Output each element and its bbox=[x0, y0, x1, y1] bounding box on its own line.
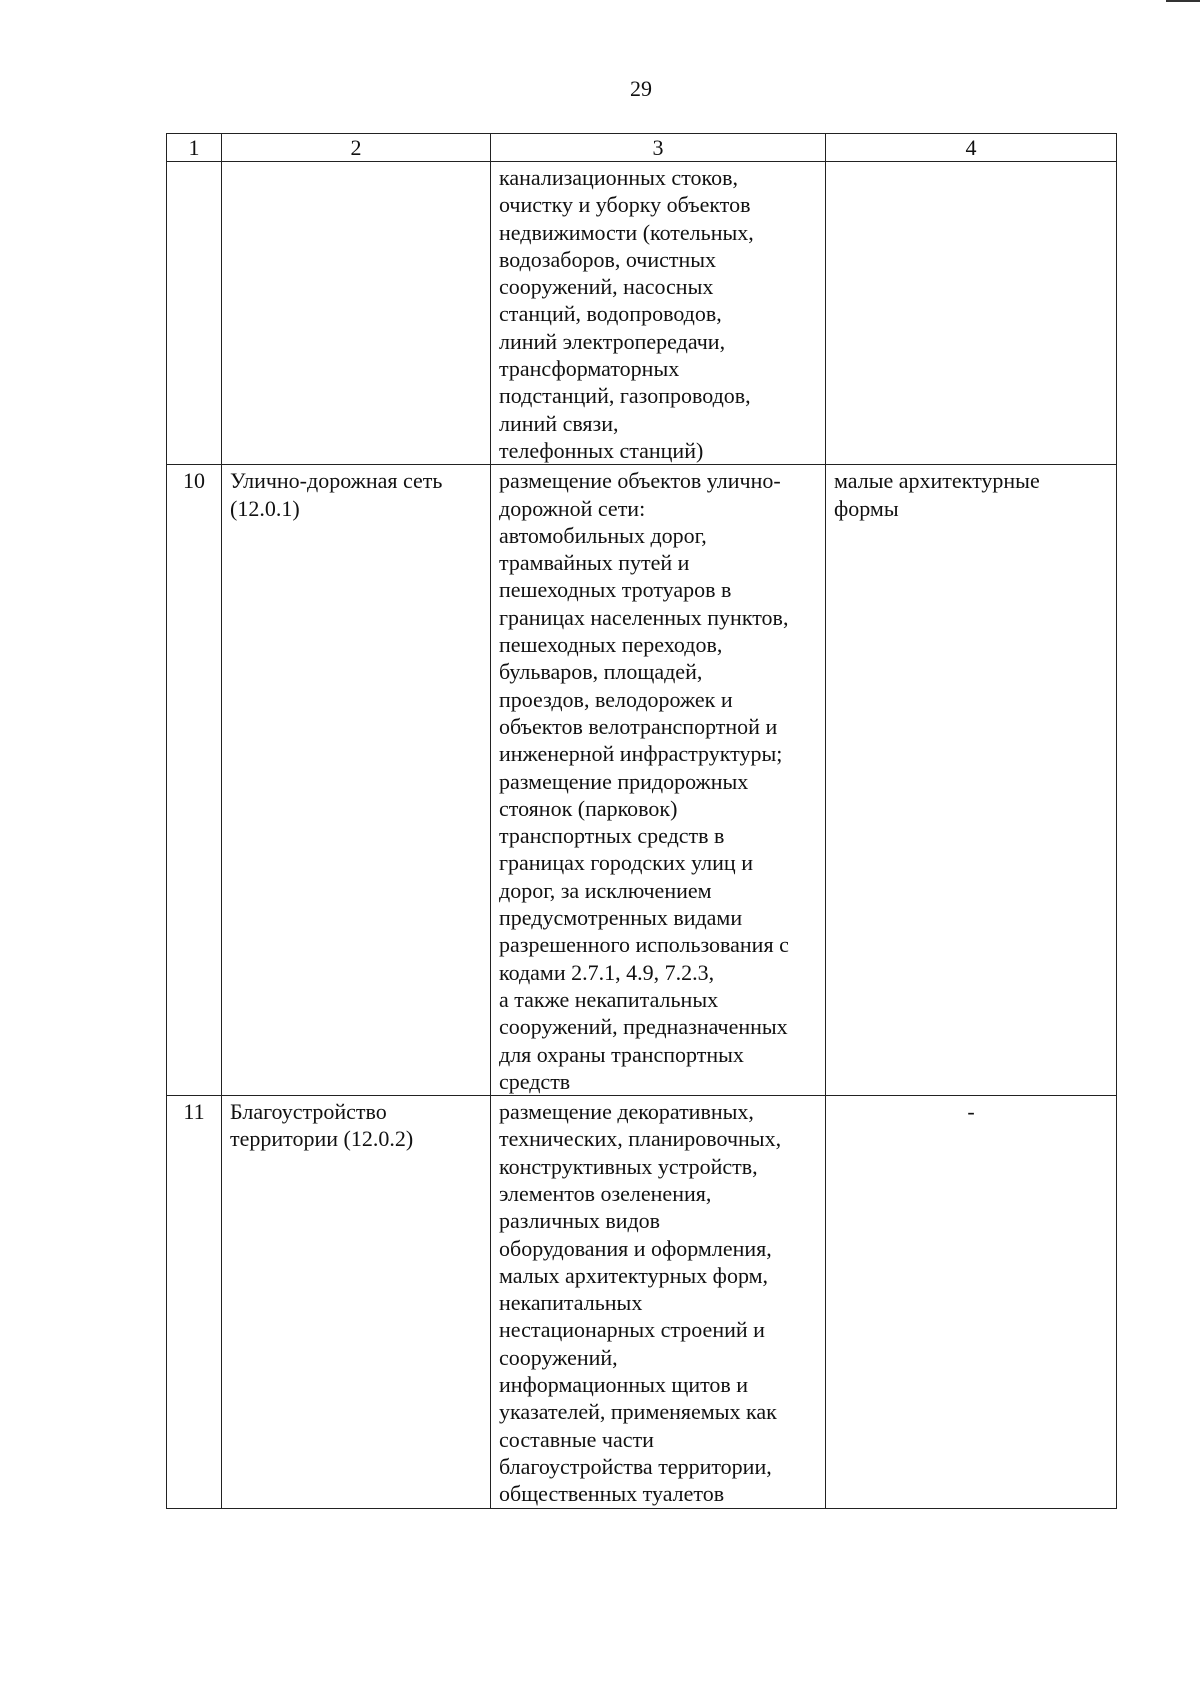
use-description-line: информационных щитов и bbox=[499, 1372, 749, 1398]
use-description-line: сооружений, предназначенных bbox=[499, 1014, 788, 1040]
use-name-line: Улично-дорожная сеть bbox=[230, 468, 443, 494]
use-description-line: водозаборов, очистных bbox=[499, 246, 717, 272]
use-description-line: размещение придорожных bbox=[499, 768, 749, 794]
table-body bbox=[167, 162, 1117, 1509]
use-description-line: некапитальных bbox=[499, 1290, 643, 1316]
use-description-line: подстанций, газопроводов, bbox=[499, 383, 751, 409]
use-description-line: дорог, за исключением bbox=[499, 877, 712, 903]
use-description-line: объектов велотранспортной и bbox=[499, 713, 778, 739]
header-col-1: 1 bbox=[167, 134, 222, 162]
use-description-line: размещение объектов улично- bbox=[499, 468, 781, 494]
header-col-3: 3 bbox=[491, 134, 826, 162]
use-name-line: (12.0.1) bbox=[230, 495, 300, 521]
use-description-line: автомобильных дорог, bbox=[499, 522, 707, 548]
use-name-cell bbox=[222, 1096, 491, 1508]
conditions-cell bbox=[826, 162, 1117, 465]
use-description-line: границах населенных пунктов, bbox=[499, 604, 789, 630]
use-description-cell bbox=[491, 162, 826, 465]
table-header-row bbox=[167, 134, 1117, 162]
use-name-cell bbox=[222, 465, 491, 1096]
row-number-cell: 10 bbox=[167, 465, 222, 1096]
use-description-line: стоянок (парковок) bbox=[499, 795, 678, 821]
page-number: 29 bbox=[630, 76, 652, 101]
use-description-line: составные части bbox=[499, 1426, 654, 1452]
use-description-line: канализационных стоков, bbox=[499, 165, 738, 190]
conditions-line: - bbox=[967, 1099, 975, 1125]
conditions-line: малые архитектурные bbox=[834, 468, 1040, 494]
use-description-line: телефонных станций) bbox=[499, 437, 704, 463]
use-description-line: нестационарных строений и bbox=[499, 1317, 765, 1343]
use-description-line: различных видов bbox=[499, 1208, 661, 1234]
conditions-cell bbox=[826, 1096, 1117, 1508]
use-description-line: разрешенного использования с bbox=[499, 932, 789, 958]
use-description-line: инженерной инфраструктуры; bbox=[499, 741, 783, 767]
conditions-line: формы bbox=[834, 495, 899, 521]
header-col-4: 4 bbox=[826, 134, 1117, 162]
row-number-cell bbox=[167, 162, 222, 465]
use-description-line: средств bbox=[499, 1068, 571, 1094]
use-description-line: очистку и уборку объектов bbox=[499, 192, 751, 218]
table-row bbox=[167, 162, 1117, 465]
use-description-line: трамвайных путей и bbox=[499, 550, 690, 576]
header-col-2: 2 bbox=[222, 134, 491, 162]
use-description-line: границах городских улиц и bbox=[499, 850, 753, 876]
use-description-line: благоустройства территории, bbox=[499, 1453, 772, 1479]
use-description-line: кодами 2.7.1, 4.9, 7.2.3, bbox=[499, 959, 715, 985]
use-description-line: станций, водопроводов, bbox=[499, 301, 722, 327]
use-description-line: трансформаторных bbox=[499, 356, 680, 382]
use-description-line: линий связи, bbox=[499, 410, 619, 436]
use-description-line: а также некапитальных bbox=[499, 986, 719, 1012]
table-row bbox=[167, 465, 1117, 1096]
row-number-cell: 11 bbox=[167, 1096, 222, 1508]
use-description-line: дорожной сети: bbox=[499, 495, 646, 521]
use-description-line: для охраны транспортных bbox=[499, 1041, 744, 1067]
use-description-cell bbox=[491, 1096, 826, 1508]
use-description-line: малых архитектурных форм, bbox=[499, 1262, 769, 1288]
use-description-line: проездов, велодорожек и bbox=[499, 686, 733, 712]
use-description-line: указателей, применяемых как bbox=[499, 1399, 777, 1425]
use-description-line: транспортных средств в bbox=[499, 823, 725, 849]
use-description-line: оборудования и оформления, bbox=[499, 1235, 772, 1261]
use-description-line: линий электропередачи, bbox=[499, 328, 726, 354]
conditions-cell bbox=[826, 465, 1117, 1096]
scan-corner-mark bbox=[1166, 0, 1200, 2]
use-description-line: размещение декоративных, bbox=[499, 1099, 754, 1125]
use-name-line: Благоустройство bbox=[230, 1099, 387, 1125]
use-description-line: сооружений, насосных bbox=[499, 274, 714, 300]
land-use-table bbox=[166, 133, 1117, 1509]
use-description-cell bbox=[491, 465, 826, 1096]
use-name-line: территории (12.0.2) bbox=[230, 1126, 414, 1152]
use-description-line: пешеходных переходов, bbox=[499, 632, 723, 658]
use-name-cell bbox=[222, 162, 491, 465]
use-description-line: недвижимости (котельных, bbox=[499, 219, 754, 245]
use-description-line: общественных туалетов bbox=[499, 1481, 725, 1507]
table-row bbox=[167, 1096, 1117, 1508]
use-description-line: конструктивных устройств, bbox=[499, 1153, 758, 1179]
use-description-line: технических, планировочных, bbox=[499, 1126, 782, 1152]
use-description-line: элементов озеленения, bbox=[499, 1180, 712, 1206]
use-description-line: предусмотренных видами bbox=[499, 905, 743, 931]
use-description-line: пешеходных тротуаров в bbox=[499, 577, 732, 603]
use-description-line: бульваров, площадей, bbox=[499, 659, 703, 685]
use-description-line: сооружений, bbox=[499, 1344, 618, 1370]
